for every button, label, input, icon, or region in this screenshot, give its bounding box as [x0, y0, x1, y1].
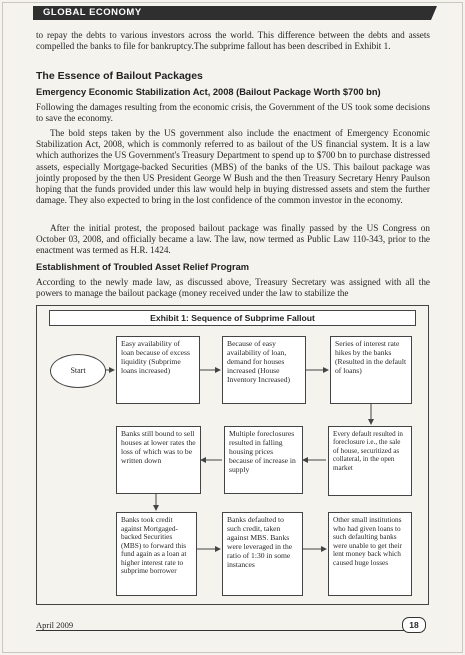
- flow-box-falling-prices: Multiple foreclosures resulted in falling housing prices because of increase in supply: [224, 426, 303, 494]
- flow-box-foreclosures: Every default resulted in foreclosure i.e., the sale of house, securitized as collateral, in the open market: [328, 426, 412, 496]
- paragraph-1: Following the damages resulting from the economic crisis, the Government of the US took some decisions to save the economy.: [36, 102, 430, 124]
- flow-box-rate-hikes: Series of interest rate hikes by the banks (Resulted in the default of loans): [330, 336, 412, 404]
- flow-box-institution-losses: Other small institutions who had given loans to such defaulting banks were unable to get their lent money back which caused huge losses: [328, 512, 412, 596]
- flow-box-write-down: Banks still bound to sell houses at lower rates the loss of which was to be written down: [116, 426, 201, 494]
- flow-box-housing-demand: Because of easy availability of loan, demand for houses increased (House Inventory Increased): [222, 336, 306, 404]
- section-header: GLOBAL ECONOMY: [33, 6, 431, 20]
- subsection-heading-tarp: Establishment of Troubled Asset Relief Program: [36, 262, 250, 272]
- exhibit-title: Exhibit 1: Sequence of Subprime Fallout: [49, 310, 416, 326]
- paragraph-3: After the initial protest, the proposed bailout package was finally passed by the US Congress on October 03, 2008, and officially became a law. The law, now termed as Public Law 110-343, prior to the enactment was termed as H.R. 1424.: [36, 223, 430, 256]
- intro-paragraph: to repay the debts to various investors across the world. This difference between the debts and assets compelled the banks to file for bankruptcy.The subprime fallout has been described in Exhibit 1.: [36, 30, 430, 52]
- flow-box-mbs-credit: Banks took credit against Mortgaged-backed Securities (MBS) to forward this fund again as a loan at higher interest rate to subprime borrower: [116, 512, 197, 596]
- section-heading: The Essence of Bailout Packages: [36, 70, 203, 82]
- paragraph-2: The bold steps taken by the US government also include the enactment of Emergency Economic Stabilization Act, 2008, which is commonly referred to as bailout of the US financial system. It is a law which authorizes the US Government's Treasury Department to spend up to $700 bn to purchase distressed assets, especially Mortgage-backed Securities (MBS) of the banks of the US. This bailout package was jointly proposed by the then US President George W Bush and the then Treasury Secretary Henry Paulson hoping that the funds provided under this law would help in buying distressed assets and stem the further damage. They also expected to bring in the lost confidence of the common investor in the economy.: [36, 128, 430, 206]
- flow-start: Start: [50, 354, 106, 388]
- footer-rule: [36, 630, 408, 631]
- page-number: 18: [402, 617, 426, 633]
- flow-box-bank-default: Banks defaulted to such credit, taken against MBS. Banks were leveraged in the ratio of 1:30 in some instances: [222, 512, 303, 596]
- paragraph-4: According to the newly made law, as discussed above, Treasury Secretary was assigned with all the powers to manage the bailout package (money received under the law to stabilize the: [36, 277, 430, 299]
- flow-box-easy-loans: Easy availability of loan because of excess liquidity (Subprime loans increased): [116, 336, 200, 404]
- footer-date: April 2009: [36, 620, 74, 630]
- exhibit-frame: [36, 305, 429, 605]
- subsection-heading-act: Emergency Economic Stabilization Act, 2008 (Bailout Package Worth $700 bn): [36, 87, 381, 97]
